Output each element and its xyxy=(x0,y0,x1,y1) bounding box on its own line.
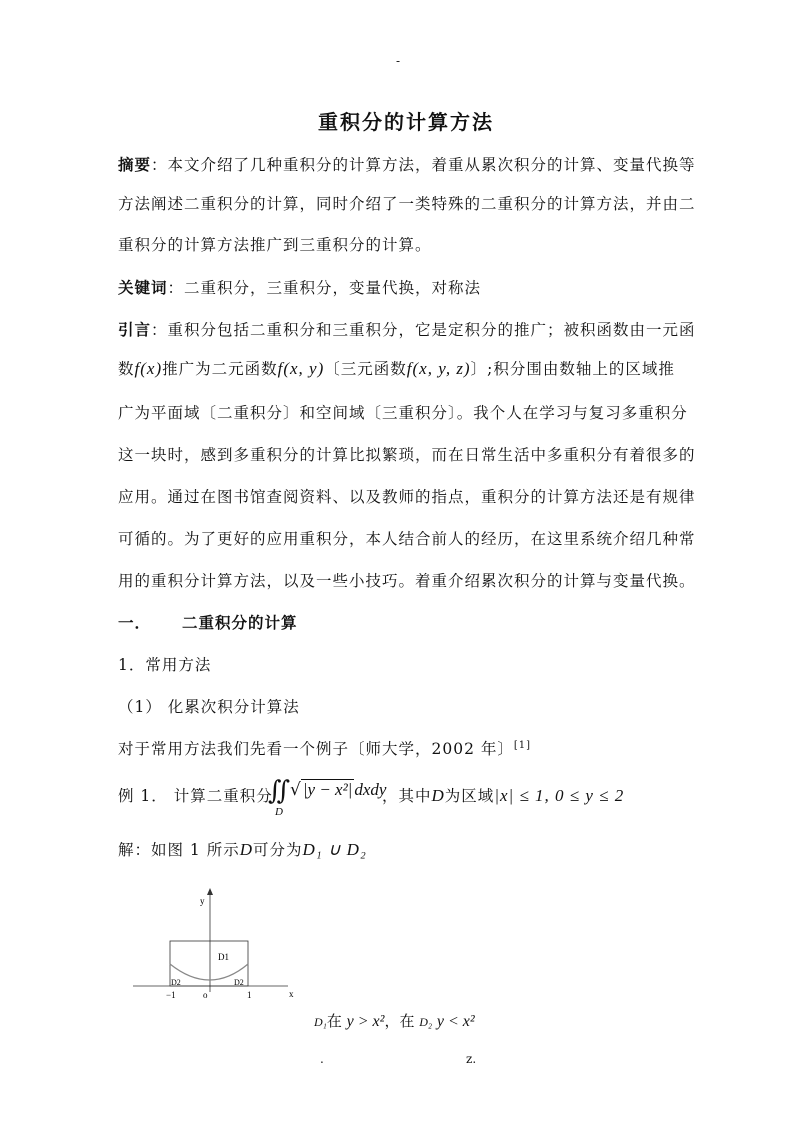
abstract-label: 摘要 xyxy=(118,155,152,174)
domain-inequality: |x| ≤ 1, 0 ≤ y ≤ 2 xyxy=(494,786,625,805)
intro-word: 〕;积分围由数轴上的区域推 xyxy=(470,360,675,378)
solution-union: D₁ ∪ D₂ xyxy=(302,840,367,859)
region-d1-label: D1 xyxy=(218,952,229,962)
domain-symbol: D xyxy=(431,786,445,805)
intro-line-7: 用的重积分计算方法，以及一些小技巧。着重介绍累次积分的计算与变量代换。 xyxy=(118,572,696,590)
region-d2-right-label: D2 xyxy=(234,978,244,987)
formula-f-xyz: f(x, y, z) xyxy=(406,359,471,378)
intro-text-1: ：重积分包括二重积分和三重积分，它是定积分的推广；被积函数由一元函 xyxy=(151,321,696,339)
intro-label: 引言 xyxy=(118,320,152,339)
section-number: 一． xyxy=(118,613,152,632)
footer-left: . xyxy=(320,1052,324,1066)
section-title: 二重积分的计算 xyxy=(182,613,298,632)
solution-text: 可分为 xyxy=(253,841,303,859)
formula-f-x: f(x) xyxy=(134,359,163,378)
example-intro-text: 对于常用方法我们先看一个例子〔师大学，2002 年〕 xyxy=(118,740,514,758)
intro-line-5: 应用。通过在图书馆查阅资料、以及教师的指点，重积分的计算方法还是有规律 xyxy=(118,488,696,506)
example-label: 例 1． 计算二重积分 xyxy=(118,787,273,805)
intro-line-3: 广为平面域〔二重积分〕和空间域〔三重积分〕。我个人在学习与复习多重积分 xyxy=(118,404,688,422)
intro-word: 推广为二元函数 xyxy=(162,360,278,378)
solution-text: 解：如图 1 所示 xyxy=(118,841,240,859)
sqrt-expression xyxy=(290,780,386,800)
keywords-text: ：二重积分，三重积分，变量代换，对称法 xyxy=(167,279,482,297)
example-intro xyxy=(118,737,531,759)
intro-word: 〔三元函数 xyxy=(324,360,407,378)
example-word: 为区域 xyxy=(444,787,495,805)
intro-line-4: 这一块时，感到多重积分的计算比拟繁琐，而在日常生活中多重积分有着很多的 xyxy=(118,446,696,464)
keywords-label: 关键词 xyxy=(118,278,168,297)
y-axis-label: y xyxy=(200,896,205,906)
caption-ineq-2: y < x² xyxy=(436,1013,475,1030)
caption-word: ，在 xyxy=(384,1012,415,1030)
solution-line xyxy=(118,838,367,860)
page-title: 重积分的计算方法 xyxy=(318,110,494,134)
example-word: ，其中 xyxy=(382,787,432,805)
origin-label: o xyxy=(203,990,208,1000)
keywords-line xyxy=(118,276,481,298)
integral-domain: D xyxy=(275,806,283,818)
tick-1: 1 xyxy=(247,990,252,1000)
integral-sign: ∬ xyxy=(268,776,291,806)
abstract-line-3: 重积分的计算方法推广到三重积分的计算。 xyxy=(118,236,432,254)
abstract-line-1 xyxy=(118,153,696,175)
formula-f-xy: f(x, y) xyxy=(277,359,325,378)
intro-word: 数 xyxy=(118,360,135,378)
footer-right: z. xyxy=(466,1052,477,1066)
intro-line-1 xyxy=(118,318,696,340)
caption-d1: D₁ xyxy=(314,1015,327,1029)
sqrt-icon: √ xyxy=(290,780,301,800)
citation-ref: [1] xyxy=(513,739,532,751)
abstract-text-1: ：本文介绍了几种重积分的计算方法，着重从累次积分的计算、变量代换等 xyxy=(151,156,696,174)
example-condition xyxy=(382,784,624,806)
caption-ineq-1: y > x² xyxy=(346,1013,385,1030)
intro-line-2 xyxy=(118,357,675,379)
caption-d2: D₂ xyxy=(419,1015,433,1029)
abstract-line-2: 方法阐述二重积分的计算，同时介绍了一类特殊的二重积分的计算方法，并由二 xyxy=(118,195,696,213)
intro-line-6: 可循的。为了更好的应用重积分，本人结合前人的经历，在这里系统介绍几种常 xyxy=(118,530,696,548)
y-axis-arrow-icon xyxy=(207,888,213,895)
subsection-1: 1．常用方法 xyxy=(118,656,212,674)
example-1 xyxy=(118,784,273,806)
solution-D: D xyxy=(239,840,253,859)
region-d2-left-label: D2 xyxy=(171,978,181,987)
integrand: |y − x²| xyxy=(302,780,353,799)
figure-1 xyxy=(128,886,308,1006)
differential: dxdy xyxy=(354,780,387,799)
caption-word: 在 xyxy=(326,1012,342,1030)
subsection-2: （1） 化累次积分计算法 xyxy=(118,698,300,716)
x-axis-label: x xyxy=(289,989,294,999)
double-integral xyxy=(268,776,290,816)
figure-caption xyxy=(314,1010,475,1031)
tick-neg-1: −1 xyxy=(166,990,176,1000)
header-mark: - xyxy=(396,54,401,68)
